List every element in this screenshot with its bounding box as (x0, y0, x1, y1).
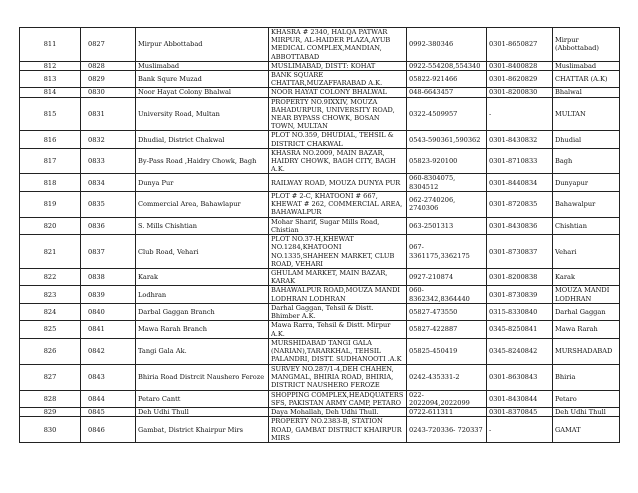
table-row (20, 408, 620, 417)
serial-cell: 816 (20, 131, 81, 148)
city-cell: Vehari (553, 235, 620, 269)
address-cell: Darhal Gaggan, Tehsil & Distt. Bhimber A.K. (269, 303, 407, 320)
branch-name-cell: Tangi Gala Ak. (136, 338, 269, 364)
branch-code-cell: 0833 (81, 148, 136, 174)
table-row (20, 321, 620, 338)
serial-cell: 826 (20, 338, 81, 364)
phone-cell: 05822-921466 (407, 71, 487, 88)
serial-cell: 823 (20, 286, 81, 303)
mobile-cell: 0301-8400828 (487, 61, 553, 70)
mobile-cell: 0301-8620829 (487, 71, 553, 88)
branch-code-cell: 0841 (81, 321, 136, 338)
address-cell: Mawa Rarra, Tehsil & Distt. Mirpur A.K. (269, 321, 407, 338)
branch-name-cell: S. Mills Chishtian (136, 217, 269, 234)
serial-cell: 814 (20, 88, 81, 97)
address-cell: Mohar Sharif, Sugar Mills Road, Chistian (269, 217, 407, 234)
address-cell: NOOR HAYAT COLONY BHALWAL (269, 88, 407, 97)
branch-code-cell: 0840 (81, 303, 136, 320)
serial-cell: 812 (20, 61, 81, 70)
table-row (20, 286, 620, 303)
branch-code-cell: 0843 (81, 364, 136, 390)
city-cell: Dhudial (553, 131, 620, 148)
phone-cell: 0992-380346 (407, 28, 487, 62)
branch-name-cell: Mirpur Abbottabad (136, 28, 269, 62)
branch-name-cell: Mawa Rarah Branch (136, 321, 269, 338)
phone-cell: 0543-590361,590362 (407, 131, 487, 148)
branch-code-cell: 0832 (81, 131, 136, 148)
mobile-cell: 0345-8250841 (487, 321, 553, 338)
serial-cell: 827 (20, 364, 81, 390)
address-cell: MURSHIDABAD TANGI GALA (NARIAN),TARARKHAL, TEHSIL PALANDRI, DISTT. SUDHANOOTI .A.K (269, 338, 407, 364)
city-cell: Karak (553, 269, 620, 286)
branch-name-cell: Bank Squre Muzad (136, 71, 269, 88)
phone-cell: 0722-611311 (407, 408, 487, 417)
phone-cell: 060-8362342,8364440 (407, 286, 487, 303)
city-cell: Bhiria (553, 364, 620, 390)
branch-name-cell: Deh Udhi Thull (136, 408, 269, 417)
branch-code-cell: 0839 (81, 286, 136, 303)
city-cell: Chishtian (553, 217, 620, 234)
serial-cell: 822 (20, 269, 81, 286)
address-cell: SHOPPING COMPLEX,HEADQUATERS SFS, PAKISTAN ARMY CAMP, PETARO (269, 390, 407, 407)
table-row (20, 364, 620, 390)
phone-cell: 060-8304075, 8304512 (407, 174, 487, 191)
branch-name-cell: Karak (136, 269, 269, 286)
table-row (20, 338, 620, 364)
table-row (20, 191, 620, 217)
table-row (20, 97, 620, 131)
address-cell: PROPERTY NO.9IXXIV, MOUZA BAHADURPUR, UNIVERSITY ROAD, NEAR BYPASS CHOWK, BOSAN TOWN, MULTAN (269, 97, 407, 131)
address-cell: PLOT NO.37-H,KHEWAT NO.1284,KHATOONI NO.1335,SHAHEEN MARKET, CLUB ROAD, VEHARI (269, 235, 407, 269)
table-row (20, 235, 620, 269)
branch-code-cell: 0828 (81, 61, 136, 70)
address-cell: Daya Mohallah, Deh Udhi Thull. (269, 408, 407, 417)
address-cell: MUSLIMABAD, DISTT: KOHAT (269, 61, 407, 70)
mobile-cell: 0301-8440834 (487, 174, 553, 191)
address-cell: PROPERTY NO.2383-B, STATION ROAD, GAMBAT DISTRICT KHAIRPUR MIRS (269, 417, 407, 443)
branch-code-cell: 0845 (81, 408, 136, 417)
city-cell: Petaro (553, 390, 620, 407)
mobile-cell: 0315-8330840 (487, 303, 553, 320)
address-cell: PLOT # 2-C, KHATOONI # 667, KHEWAT # 262, COMMERCIAL AREA, BAHAWALPUR (269, 191, 407, 217)
mobile-cell: 0301-8200830 (487, 88, 553, 97)
city-cell: Bhalwal (553, 88, 620, 97)
city-cell: Darhal Gaggan (553, 303, 620, 320)
address-cell: RAILWAY ROAD, MOUZA DUNYA PUR (269, 174, 407, 191)
mobile-cell: 0301-8630843 (487, 364, 553, 390)
branch-name-cell: Gambat, District Khairpur Mirs (136, 417, 269, 443)
phone-cell: 0242-435331-2 (407, 364, 487, 390)
phone-cell: 05827-473550 (407, 303, 487, 320)
address-cell: PLOT NO.359, DHUDIAL, TEHSIL & DISTRICT CHAKWAL (269, 131, 407, 148)
phone-cell: 067-3361175,3362175 (407, 235, 487, 269)
address-cell: SURVEY NO.287/1-4,DEH CHAHEN, MANGMAL, BHIRIA ROAD, BHIRIA, DISTRICT NAUSHERO FEROZE (269, 364, 407, 390)
table-row (20, 417, 620, 443)
phone-cell: 062-2740206, 2740306 (407, 191, 487, 217)
branch-code-cell: 0838 (81, 269, 136, 286)
branch-code-cell: 0827 (81, 28, 136, 62)
branch-name-cell: Club Road, Vehari (136, 235, 269, 269)
city-cell: MURSHADABAD (553, 338, 620, 364)
city-cell: Dunyapur (553, 174, 620, 191)
serial-cell: 830 (20, 417, 81, 443)
city-cell: Bagh (553, 148, 620, 174)
city-cell: MULTAN (553, 97, 620, 131)
phone-cell: 0243-720336- 720337 (407, 417, 487, 443)
table-row (20, 88, 620, 97)
branch-code-cell: 0831 (81, 97, 136, 131)
phone-cell: 063-2501313 (407, 217, 487, 234)
serial-cell: 825 (20, 321, 81, 338)
serial-cell: 818 (20, 174, 81, 191)
city-cell: MOUZA MANDI LODHRAN (553, 286, 620, 303)
address-cell: GHULAM MARKET, MAIN BAZAR, KARAK (269, 269, 407, 286)
address-cell: KHASRA # 2340, HALQA PATWAR MIRPUR, AL-HAIDER PLAZA,AYUB MEDICAL COMPLEX,MANDIAN, ABBOTTABAD (269, 28, 407, 62)
mobile-cell: 0301-8200838 (487, 269, 553, 286)
branch-name-cell: By-Pass Road ,Haidry Chowk, Bagh (136, 148, 269, 174)
mobile-cell: 0301-8720835 (487, 191, 553, 217)
branch-code-cell: 0837 (81, 235, 136, 269)
mobile-cell: 0345-8240842 (487, 338, 553, 364)
branch-table (19, 27, 620, 443)
serial-cell: 815 (20, 97, 81, 131)
mobile-cell: - (487, 417, 553, 443)
mobile-cell: 0301-8650827 (487, 28, 553, 62)
phone-cell: 0927-210874 (407, 269, 487, 286)
phone-cell: 022-2022094,2022099 (407, 390, 487, 407)
phone-cell: 05825-450419 (407, 338, 487, 364)
mobile-cell: 0301-8730837 (487, 235, 553, 269)
serial-cell: 820 (20, 217, 81, 234)
serial-cell: 811 (20, 28, 81, 62)
branch-code-cell: 0844 (81, 390, 136, 407)
branch-code-cell: 0835 (81, 191, 136, 217)
branch-code-cell: 0846 (81, 417, 136, 443)
city-cell: Mawa Rarah (553, 321, 620, 338)
branch-name-cell: Lodhran (136, 286, 269, 303)
table-row (20, 71, 620, 88)
address-cell: KHASRA NO.2009, MAIN BAZAR, HAIDRY CHOWK, BAGH CITY, BAGH A.K. (269, 148, 407, 174)
branch-name-cell: Dunya Pur (136, 174, 269, 191)
branch-name-cell: Petaro Cantt (136, 390, 269, 407)
branch-name-cell: University Road, Multan (136, 97, 269, 131)
branch-name-cell: Noor Hayat Colony Bhalwal (136, 88, 269, 97)
mobile-cell: 0301-8430836 (487, 217, 553, 234)
branch-code-cell: 0836 (81, 217, 136, 234)
phone-cell: 0322-4509957 (407, 97, 487, 131)
mobile-cell: 0301-8430832 (487, 131, 553, 148)
table-row (20, 61, 620, 70)
mobile-cell: 0301-8710833 (487, 148, 553, 174)
branch-name-cell: Bhiria Road Distrcit Naushero Feroze (136, 364, 269, 390)
phone-cell: 05827-422887 (407, 321, 487, 338)
serial-cell: 817 (20, 148, 81, 174)
branch-code-cell: 0834 (81, 174, 136, 191)
address-cell: BANK SQUARE CHATTAR,MUZAFFARABAD A.K. (269, 71, 407, 88)
mobile-cell: 0301-8730839 (487, 286, 553, 303)
branch-name-cell: Commercial Area, Bahawlapur (136, 191, 269, 217)
serial-cell: 813 (20, 71, 81, 88)
city-cell: Mirpur (Abbottabad) (553, 28, 620, 62)
city-cell: CHATTAR (A.K) (553, 71, 620, 88)
city-cell: GAMAT (553, 417, 620, 443)
city-cell: Deh Udhi Thull (553, 408, 620, 417)
city-cell: Bahawalpur (553, 191, 620, 217)
serial-cell: 824 (20, 303, 81, 320)
address-cell: BAHAWALPUR ROAD,MOUZA MANDI LODHRAN LODHRAN (269, 286, 407, 303)
mobile-cell: 0301-8430844 (487, 390, 553, 407)
city-cell: Muslimabad (553, 61, 620, 70)
branch-name-cell: Dhudial, District Chakwal (136, 131, 269, 148)
phone-cell: 0922-554208,554340 (407, 61, 487, 70)
table-row (20, 174, 620, 191)
table-row (20, 148, 620, 174)
branch-name-cell: Darbal Gaggan Branch (136, 303, 269, 320)
table-row (20, 303, 620, 320)
phone-cell: 048-6643457 (407, 88, 487, 97)
table-row (20, 269, 620, 286)
branch-code-cell: 0829 (81, 71, 136, 88)
serial-cell: 828 (20, 390, 81, 407)
branch-code-cell: 0842 (81, 338, 136, 364)
phone-cell: 05823-920100 (407, 148, 487, 174)
branch-name-cell: Muslimabad (136, 61, 269, 70)
serial-cell: 821 (20, 235, 81, 269)
mobile-cell: - (487, 97, 553, 131)
table-row (20, 28, 620, 62)
branch-rows (20, 28, 620, 443)
mobile-cell: 0301-8370845 (487, 408, 553, 417)
serial-cell: 829 (20, 408, 81, 417)
table-row (20, 217, 620, 234)
table-row (20, 390, 620, 407)
table-row (20, 131, 620, 148)
branch-code-cell: 0830 (81, 88, 136, 97)
serial-cell: 819 (20, 191, 81, 217)
